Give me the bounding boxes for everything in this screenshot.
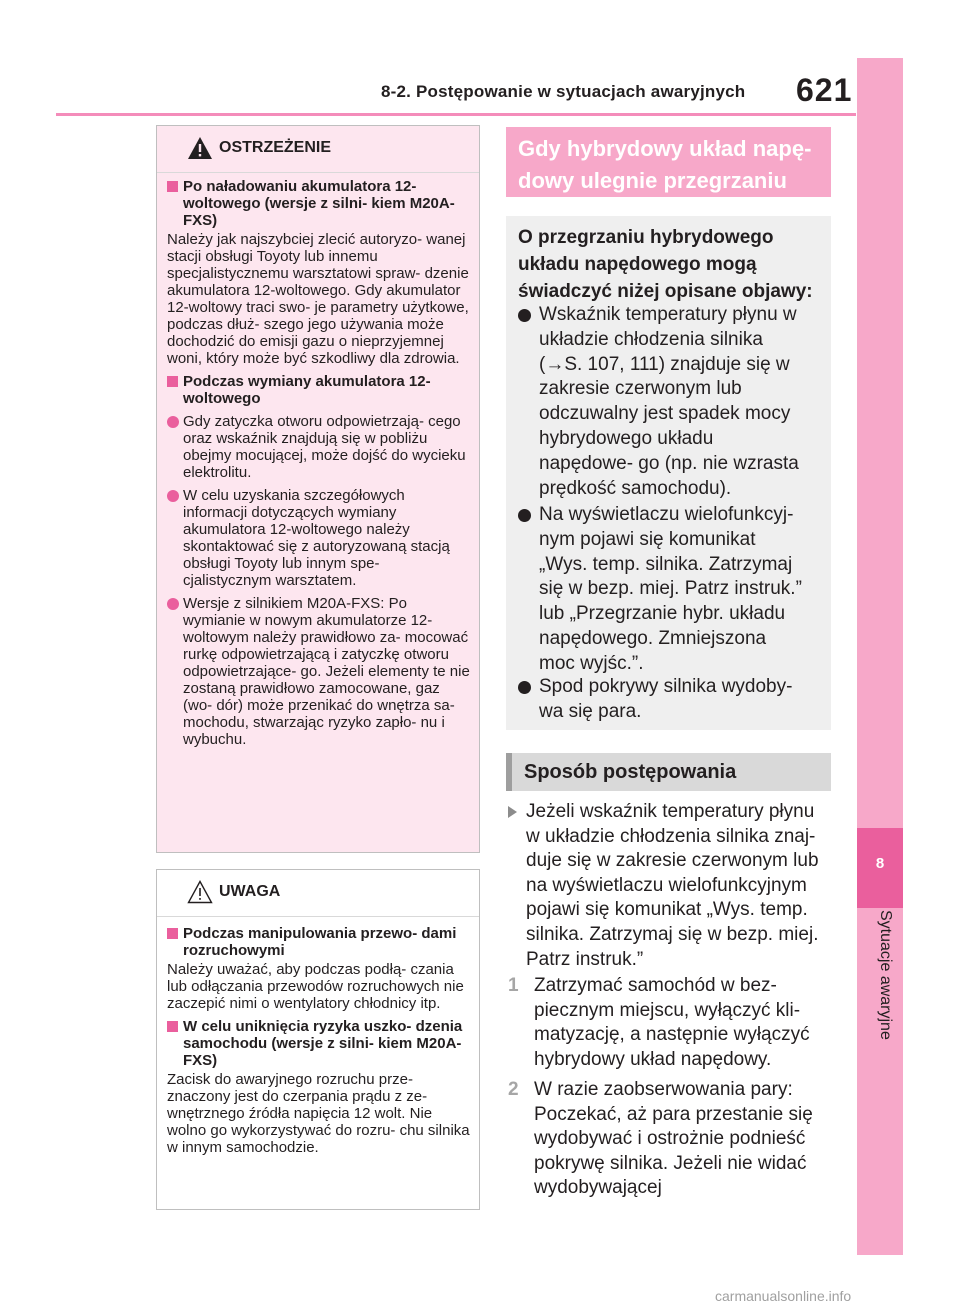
header-rule bbox=[56, 113, 856, 116]
symptoms-title: O przegrzaniu hybrydowego układu napędowego mogą świadczyć niżej opisane objawy: bbox=[518, 227, 813, 302]
caution-content bbox=[167, 925, 471, 1156]
chapter-tab bbox=[857, 58, 903, 1255]
condition-label: Jeżeli wskaźnik temperatury płynu w układzie chłodzenia silnika znaj- duje się w zakresie czerwonym lub na wyświetlaczu wielofunkcyjnym pojawi się komunikat „Wys. temp. silnika. Zatrzymaj się w bezp. miej. Patrz instruk.” bbox=[526, 801, 819, 970]
warning-subtitle: Po naładowaniu akumulatora 12-woltowego (wersje z silni- kiem M20A-FXS) bbox=[167, 178, 471, 229]
warning-box-header bbox=[157, 126, 479, 173]
procedure-heading-text: Sposób postępowania bbox=[524, 761, 737, 783]
step-2 bbox=[508, 1078, 831, 1201]
page-number: 621 bbox=[796, 72, 853, 108]
caution-paragraph: Zacisk do awaryjnego rozruchu prze- znaczony jest do czerpania prądu z ze- wnętrznego źródła napięcia 12 wolt. Nie wolno go wykorzystywać do rozru- chu silnika w innym samochodzie. bbox=[167, 1071, 470, 1156]
symptom-bullet: Spod pokrywy silnika wydoby- wa się para. bbox=[518, 675, 807, 725]
symptoms-panel bbox=[506, 216, 831, 730]
warning-label: OSTRZEŻENIE bbox=[219, 139, 332, 156]
chapter-number: 8 bbox=[875, 855, 885, 872]
section-heading: Gdy hybrydowy układ napę- dowy ulegnie przegrzaniu bbox=[506, 127, 831, 197]
caution-box bbox=[156, 869, 480, 1210]
caution-triangle-icon bbox=[187, 880, 213, 904]
warning-bullet: Wersje z silnikiem M20A-FXS: Po wymianie w nowym akumulatorze 12-woltowym należy prawidłowo za- mocować rurkę odpowietrzającą i zatyczkę otworu odpowietrzające- go. Jeżeli elementy te nie zostaną prawidłowo zamocowane, gaz (wo- dór) może przenikać do wnętrza sa- mochodu, stwarzając ryzyko zapło- nu i wybuchu. bbox=[167, 595, 471, 748]
watermark: carmanualsonline.info bbox=[715, 1288, 852, 1304]
caution-paragraph: Należy uważać, aby podczas podłą- czania lub odłączania przewodów rozruchowych nie zaczepić nimi o wentylatory chłodnicy itp. bbox=[167, 961, 464, 1012]
procedure-heading bbox=[506, 753, 831, 791]
step-1 bbox=[508, 974, 831, 1072]
caution-subtitle: W celu uniknięcia ryzyka uszko- dzenia samochodu (wersje z silni- kiem M20A-FXS) bbox=[167, 1018, 471, 1069]
step-text: W razie zaobserwowania pary: Poczekać, aż para przestanie się wydobywać i ostrożnie podnieść pokrywę silnika. Jeżeli nie widać wydobywającej bbox=[534, 1079, 813, 1199]
step-number: 2 bbox=[508, 1079, 519, 1100]
step-text: Zatrzymać samochód w bez- piecznym miejscu, wyłączyć kli- matyzację, a następnie wyłączyć hybrydowy układ napędowy. bbox=[534, 975, 810, 1070]
condition-text bbox=[508, 800, 831, 972]
caution-box-header bbox=[157, 870, 479, 917]
warning-box bbox=[156, 125, 480, 853]
warning-triangle-icon bbox=[187, 136, 213, 160]
symptom-bullet: Na wyświetlaczu wielofunkcyj- nym pojawi się komunikat „Wys. temp. silnika. Zatrzymaj się w bezp. miej. Patrz instruk.” lub „Przegrzanie hybr. układu napędowego. Zmniejszona moc wyjśc.”. bbox=[518, 503, 807, 677]
warning-bullet: W celu uzyskania szczegółowych informacji dotyczących wymiany akumulatora 12-woltowego należy skontaktować się z autoryzowaną stacją obsługi Toyoty lub innym spe- cjalistycznym warsztatem. bbox=[167, 487, 471, 589]
warning-content bbox=[167, 178, 471, 748]
warning-paragraph: Należy jak najszybciej zlecić autoryzo- wanej stacji obsługi Toyoty lub innemu specjalistycznemu warsztatowi spraw- dzenie akumulatora 12-woltowego. Gdy akumulator 12-woltowy traci swo- je parametry użytkowe, podczas dłuż- szego jego używania może dochodzić do emisji gazu o nieprzyjemnej woni, który może być szkodliwy dla zdrowia. bbox=[167, 231, 469, 367]
section-title: 8-2. Postępowanie w sytuacjach awaryjnych bbox=[381, 82, 746, 101]
caution-subtitle: Podczas manipulowania przewo- dami rozruchowymi bbox=[167, 925, 471, 959]
arrow-right-icon bbox=[508, 806, 517, 818]
caution-label: UWAGA bbox=[219, 883, 281, 900]
warning-bullet: Gdy zatyczka otworu odpowietrzają- cego oraz wskaźnik znajdują się w pobliżu obejmy mocującej, może dojść do wycieku elektrolitu. bbox=[167, 413, 471, 481]
chapter-label: Sytuacje awaryjne bbox=[877, 910, 894, 1040]
symptom-bullet: Wskaźnik temperatury płynu w układzie chłodzenia silnika (→S. 107, 111) znajduje się w zakresie czerwonym lub odczuwalny jest spadek mocy hybrydowego układu napędowe- go (np. nie wzrasta prędkość samochodu). bbox=[518, 303, 807, 501]
step-number: 1 bbox=[508, 975, 519, 996]
warning-subtitle: Podczas wymiany akumulatora 12-woltowego bbox=[167, 373, 471, 407]
